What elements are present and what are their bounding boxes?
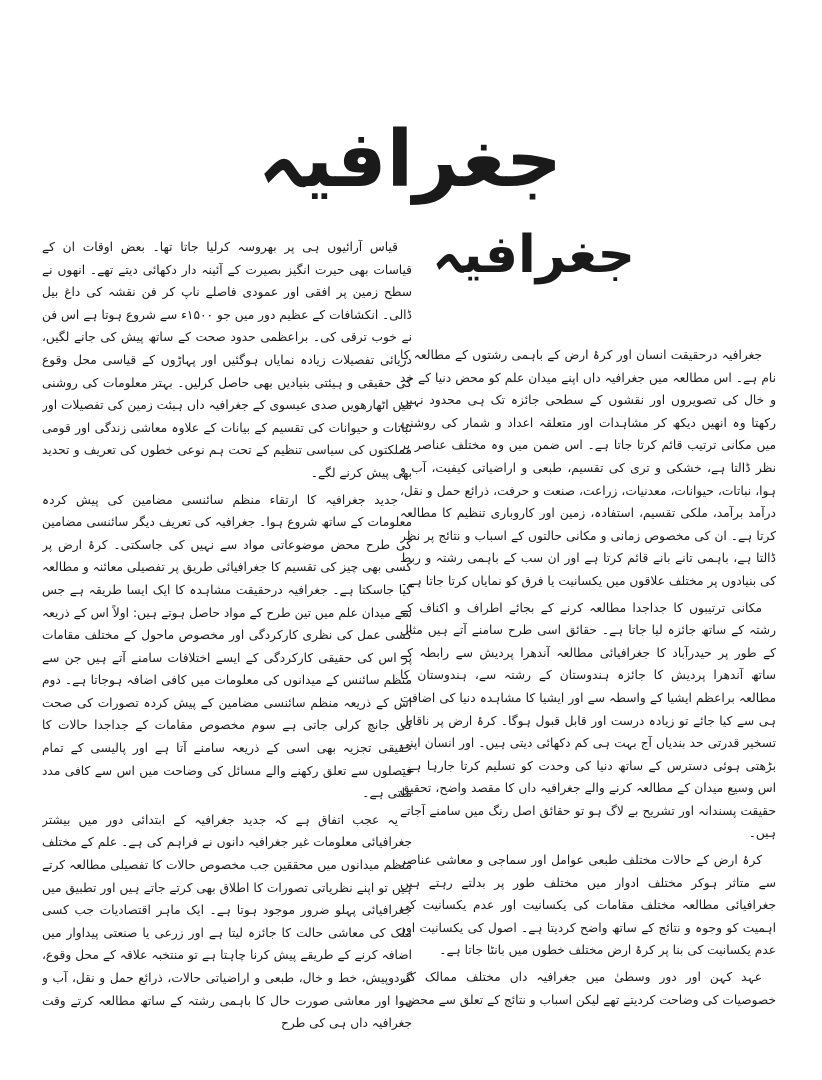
right-column <box>400 344 776 1060</box>
paragraph: کرۂ ارض کے حالات مختلف طبعی عوامل اور سماجی و معاشی عناصر سے متاثر ہوکر مختلف ادوار میں مختلف طور پر بدلتے رہتے ہیں جغرافیائی مطالعہ مختلف مقامات کی یکسانیت اور عدم یکسانیت کی اہمیت کو وجوہ و نتائج کے ساتھ واضح کردیتا ہے۔ اصول کی یکسانیت اور عدم یکسانیت کی بنا پر کرۂ ارض مختلف خطوں میں بانٹا جاتا ہے۔ <box>400 853 776 958</box>
paragraph: جغرافیہ درحقیقت انسان اور کرۂ ارض کے باہمی رشتوں کے مطالعہ کا نام ہے۔ اس مطالعہ میں جغرافیہ داں اپنے میدان علم کو محض دنیا کے خد و خال کی تصویروں اور نقشوں کے سطحی جائزہ تک ہی محدود نہیں رکھتا وہ انھیں دیکھ کر مشاہدات اور متعلقہ اعداد و شمار کی روشنی میں مکانی ترتیب قائم کرتا جاتا ہے۔ اس ضمن میں وہ مختلف عناصر پر نظر ڈالتا ہے، خشکی و تری کی تقسیم، طبعی و اراضیاتی کیفیت، آب و ہوا، نباتات، حیوانات، معدنیات، زراعت، صنعت و حرفت، ذرائع حمل و نقل، درآمد برآمد، ملکی تقسیم، استفادہ، زمین اور کاروباری تنظیم کا مطالعہ کرتا ہے۔ ان کی مخصوص زمانی و مکانی حالتوں کے اسباب و نتائج پر نظر ڈالتا ہے، باہمی تانے بانے قائم کرتا ہے اور ان سب کے باہمی رشتہ و ربط کی بنیادوں پر مختلف علاقوں میں یکسانیت یا فرق کو نمایاں کرتا جاتا ہے۔ <box>400 348 776 588</box>
paragraph: یہ عجب اتفاق ہے کہ جدید جغرافیہ کے ابتدائی دور میں بیشتر جغرافیائی معلومات غیر جغرافیہ دانوں نے فراہم کی ہے۔ علم کے مختلف منظم میدانوں میں محققین جب مخصوص حالات کا تفصیلی مطالعہ کرتے ہیں تو اپنے نظریاتی تصورات کا اطلاق بھی کرتے جاتے ہیں اور تطبیق میں جغرافیائی پہلو ضرور موجود ہوتا ہے۔ ایک ماہر اقتصادیات جب کسی ملک کی معاشی حالت کا جائزہ لیتا ہے اور زرعی یا صنعتی پیداوار میں اضافہ کرنے کے طریقے پیش کرنا چاہتا ہے تو منتخبہ علاقہ کے محل وقوع، گردوپیش، خط و خال، طبعی و اراضیاتی حالات، ذرائع حمل و نقل، آب و ہوا اور معاشی صورت حال کا باہمی رشتہ کے ساتھ مطالعہ کرتے وقت جغرافیہ داں ہی کی طرح <box>42 812 412 1031</box>
left-column <box>42 236 412 1056</box>
paragraph: عہد کہن اور دور وسطیٰ میں جغرافیہ داں مختلف ممالک کی خصوصیات کی وضاحت کردیتے تھے لیکن اسباب و نتائج کے تعلق سے محض <box>400 970 776 1007</box>
paragraph: جدید جغرافیہ کا ارتقاء منظم سائنسی مضامین کی پیش کردہ معلومات کے ساتھ شروع ہوا۔ جغرافیہ کی تعریف دیگر سائنسی مضامین کی طرح محض موضوعاتی مواد سے نہیں کی جاسکتی۔ کرۂ ارض پر کسی بھی چیز کی تقسیم کا جغرافیائی طریق پر تفصیلی معائنہ و مطالعہ کیا جاسکتا ہے۔ جغرافیہ درحقیقت مشاہدہ کا ایک ایسا طریقہ ہے جس سے میدان علم میں تین طرح کے مواد حاصل ہوتے ہیں: اولاً اس کے ذریعہ کسی عمل کی نظری کارکردگی اور مخصوص ماحول کے مختلف مقامات پر اس کی حقیقی کارکردگی کے ایسے اختلافات سامنے آتے ہیں جن سے منظم سائنس کے میدانوں کی معلومات میں کافی اضافہ ہوجاتا ہے۔ دوم اس کے ذریعہ منظم سائنسی مضامین کے پیش کردہ تصورات کی صحت کی جانچ کرلی جاتی ہے سوم مخصوص مقامات کے جداجدا حالات کا حقیقی تجزیہ بھی اسی کے ذریعہ سامنے آتا ہے اور پالیسی کے تمام فیصلوں سے تعلق رکھنے والے مسائل کی وضاحت میں اس سے کافی مدد ملتی ہے۔ <box>42 492 412 801</box>
paragraph: مکانی ترتیبوں کا جداجدا مطالعہ کرنے کے بجائے اطراف و اکناف کے رشتہ کے ساتھ جائزہ لیا جاتا ہے۔ حقائق اسی طرح سامنے آتے ہیں مثال کے طور پر حیدرآباد کا جغرافیائی مطالعہ آندھرا پردیش سے رابطہ کے ساتھ آندھرا پردیش کا جائزہ ہندوستان کے رشتہ سے، ہندوستان کا مطالعہ براعظم ایشیا کے واسطہ سے اور ایشیا کا مشاہدہ دنیا کی اضافت ہی سے کیا جائے تو زیادہ درست اور قابل قبول ہوگا۔ کرۂ ارض پر ناقابل تسخیر قدرتی حد بندیاں آج بہت ہی کم دکھائی دیتی ہیں۔ اور انسان اپنی بڑھتی ہوئی دسترس کے ساتھ دنیا کی وحدت کو تسلیم کرتا جارہا ہے۔ اس وسیع میدان کے مطالعہ کرنے والے جغرافیہ داں کا مقصد واضح، تحقیق حقیقت پسندانہ اور تشریح بے لاگ ہو تو حقائق اصل رنگ میں سامنے آجاتے ہیں۔ <box>400 600 776 841</box>
paragraph: قیاس آرائیوں ہی پر بھروسہ کرلیا جاتا تھا۔ بعض اوقات ان کے قیاسات بھی حیرت انگیز بصیرت کے آئینہ دار دکھائی دیتے تھے۔ انھوں نے سطح زمین پر افقی اور عمودی فاصلے ناپ کر فن نقشہ کی داغ بیل ڈالی۔ انکشافات کے عظیم دور میں جو ۱۵۰۰ء سے شروع ہوتا ہے اس فن نے خوب ترقی کی۔ براعظمی حدود صحت کے ساتھ پیش کی جانے لگیں، دریائی تفصیلات زیادہ نمایاں ہوگئیں اور پہاڑوں کے قیاسی محل وقوع کی حقیقی و ہیئتی بنیادیں بھی حاصل کرلیں۔ بہتر معلومات کی روشنی میں اٹھارھویں صدی عیسوی کے جغرافیہ داں ہیئت زمین کی تفصیلات اور نباتات و حیوانات کی تقسیم کے بیانات کے علاوہ معاشی زندگی اور قومی مملکتوں کی سیاسی تنظیم کے تحت ہم نوعی خطوں کی تعریف و تحدید بھی پیش کرنے لگے۔ <box>42 240 412 480</box>
subtitle: جغرافیہ <box>432 225 635 285</box>
main-title: جغرافیہ <box>257 115 563 205</box>
